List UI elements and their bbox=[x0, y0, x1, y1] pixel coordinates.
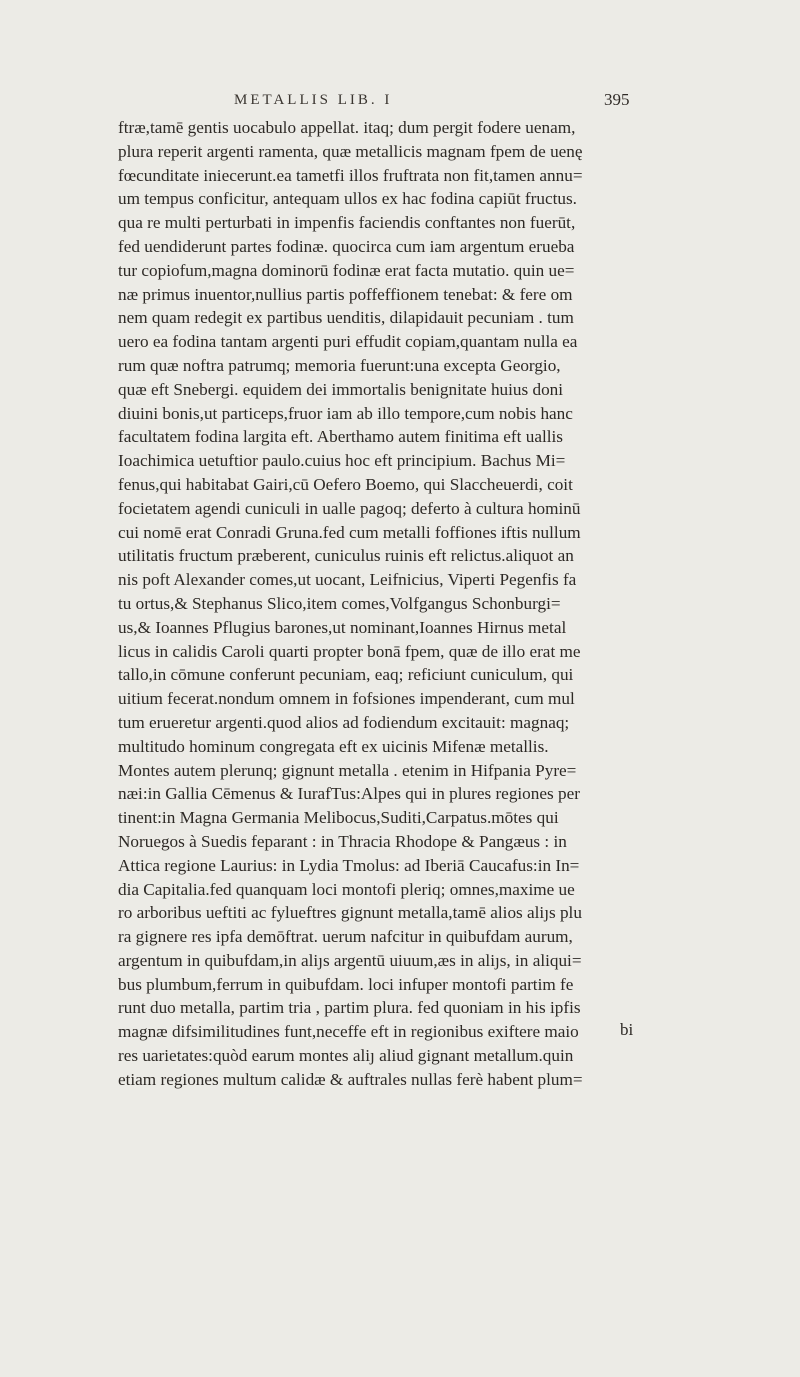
text-line: fenus,qui habitabat Gairi,cū Oefero Boemo, qui Slaccheuerdi, coit bbox=[118, 474, 573, 494]
text-line: fed uendiderunt partes fodinæ. quocirca cum iam argentum erueba bbox=[118, 236, 575, 256]
text-line: tinent:in Magna Germania Melibocus,Suditi,Carpatus.mōtes qui bbox=[118, 808, 559, 828]
text-line: argentum in quibufdam,in aliȷs argentū uiuum,æs in aliȷs, in aliqui= bbox=[118, 950, 582, 970]
running-head: METALLIS LIB. I bbox=[234, 92, 393, 108]
text-line: focietatem agendi cuniculi in ualle pagoq; deferto à cultura hominū bbox=[118, 498, 581, 518]
text-line: licus in calidis Caroli quarti propter bonā fpem, quæ de illo erat me bbox=[118, 641, 581, 661]
text-line: cui nomē erat Conradi Gruna.fed cum metalli foffiones iftis nullum bbox=[118, 522, 581, 542]
body-text bbox=[118, 116, 662, 1092]
text-line: plura reperit argenti ramenta, quæ metallicis magnam fpem de uenę bbox=[118, 141, 583, 161]
text-line: facultatem fodina largita eft. Aberthamo autem finitima eft uallis bbox=[118, 427, 563, 447]
text-line: qua re multi perturbati in impenfis faciendis conftantes non fuerūt, bbox=[118, 213, 576, 233]
text-line: um tempus conficitur, antequam ullos ex hac fodina capiūt fructus. bbox=[118, 189, 577, 209]
text-line: ro arboribus ueftiti ac fylueftres gignunt metalla,tamē alios aliȷs plu bbox=[118, 903, 582, 923]
text-line: næi:in Gallia Cēmenus & IurafTus:Alpes qui in plures regiones per bbox=[118, 784, 580, 804]
text-line: Montes autem plerunq; gignunt metalla . etenim in Hifpania Pyre= bbox=[118, 760, 577, 780]
text-line: Ioachimica uetuftior paulo.cuius hoc eft principium. Bachus Mi= bbox=[118, 451, 566, 471]
text-line: nis poft Alexander comes,ut uocant, Leifnicius, Viperti Pegenfis fa bbox=[118, 570, 577, 590]
text-line: us,& Ioannes Pflugius barones,ut nominant,Ioannes Hirnus metal bbox=[118, 617, 567, 637]
text-line: uero ea fodina tantam argenti puri effudit copiam,quantam nulla ea bbox=[118, 332, 578, 352]
text-line: tum erueretur argenti.quod alios ad fodiendum excitauit: magnaq; bbox=[118, 712, 570, 732]
page-number: 395 bbox=[604, 90, 630, 109]
text-line: magnæ difsimilitudines funt,neceffe eft in regionibus exiftere maio bbox=[118, 1022, 579, 1042]
text-line: res uarietates:quòd earum montes aliȷ aliud gignant metallum.quin bbox=[118, 1046, 574, 1066]
text-line: rum quæ noftra patrumq; memoria fuerunt:una excepta Georgio, bbox=[118, 355, 561, 375]
text-line: ftræ,tamē gentis uocabulo appellat. itaq; dum pergit fodere uenam, bbox=[118, 118, 576, 137]
text-line: quæ eft Snebergi. equidem dei immortalis benignitate huius doni bbox=[118, 379, 564, 399]
text-line: etiam regiones multum calidæ & auftrales nullas ferè habent plum= bbox=[118, 1069, 583, 1089]
text-line: utilitatis fructum præberent, cuniculus ruinis eft relictus.aliquot an bbox=[118, 546, 574, 566]
text-line: multitudo hominum congregata eft ex uicinis Mifenæ metallis. bbox=[118, 736, 549, 756]
page-header bbox=[0, 92, 800, 114]
text-line: tur copiofum,magna dominorū fodinæ erat facta mutatio. quin ue= bbox=[118, 260, 575, 280]
text-line: runt duo metalla, partim tria , partim plura. fed quoniam in his ipfis bbox=[118, 998, 581, 1018]
catchword: bi bbox=[620, 1020, 634, 1039]
text-line: diuini bonis,ut particeps,fruor iam ab illo tempore,cum nobis hanc bbox=[118, 403, 573, 423]
text-line: Noruegos à Suedis feparant : in Thracia Rhodope & Pangæus : in bbox=[118, 831, 567, 851]
text-line: tu ortus,& Stephanus Slico,item comes,Volfgangus Schonburgi= bbox=[118, 593, 561, 613]
text-line: Attica regione Laurius: in Lydia Tmolus: ad Iberiā Caucafus:in In= bbox=[118, 855, 580, 875]
text-line: bus plumbum,ferrum in quibufdam. loci infuper montofi partim fe bbox=[118, 974, 574, 994]
text-line: dia Capitalia.fed quanquam loci montofi pleriq; omnes,maxime ue bbox=[118, 879, 575, 899]
text-line: næ primus inuentor,nullius partis poffeffionem tenebat: & fere om bbox=[118, 284, 573, 304]
text-line: nem quam redegit ex partibus uenditis, dilapidauit pecuniam . tum bbox=[118, 308, 574, 328]
text-line: fœcunditate iniecerunt.ea tametfi illos fruftrata non fit,tamen annu= bbox=[118, 165, 583, 185]
text-line: tallo,in cōmune conferunt pecuniam, eaq; reficiunt cuniculum, qui bbox=[118, 665, 574, 685]
text-line: uitium fecerat.nondum omnem in fofsiones impenderant, cum mul bbox=[118, 689, 575, 709]
text-line: ra gignere res ipfa demōftrat. uerum nafcitur in quibufdam aurum, bbox=[118, 927, 573, 947]
